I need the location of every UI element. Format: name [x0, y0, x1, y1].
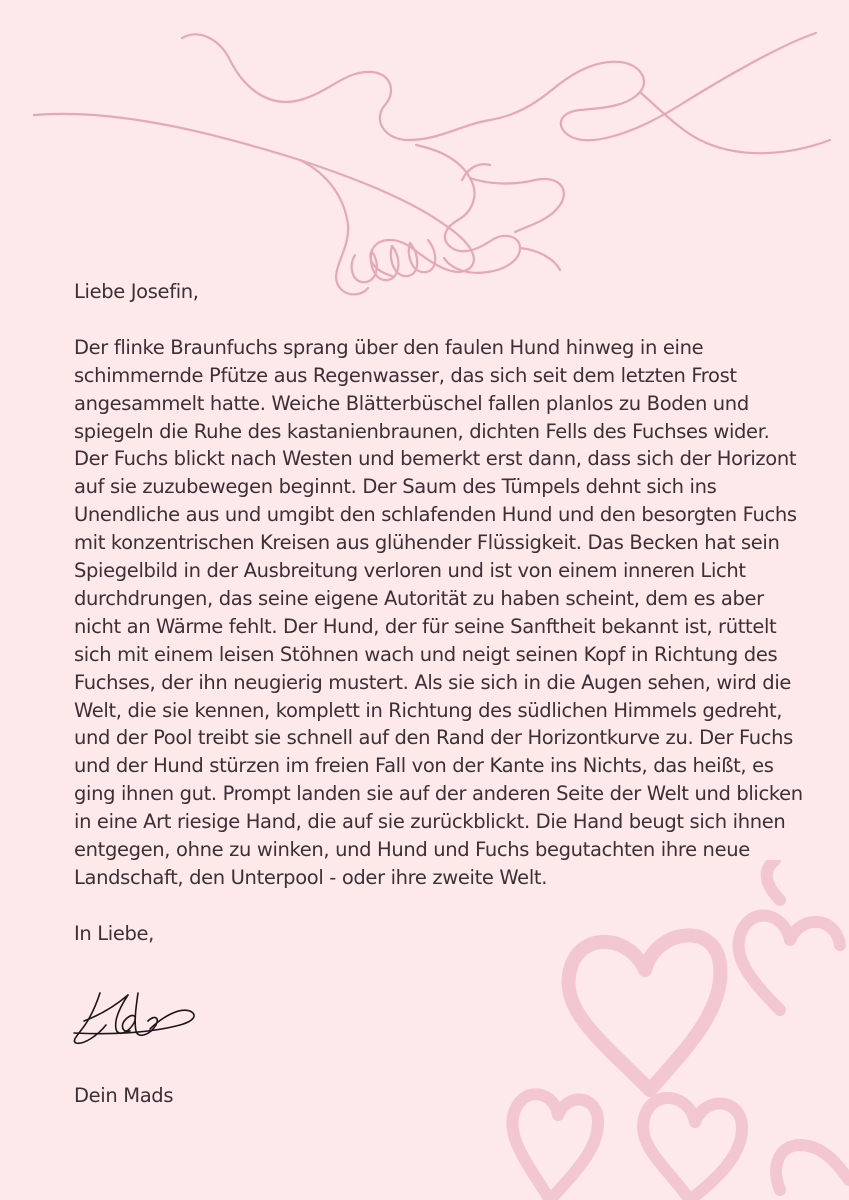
holding-hands-line-art-icon: [0, 0, 849, 310]
handwritten-signature-icon: [70, 985, 200, 1045]
letter-body: Der flinke Braunfuchs sprang über den faulen Hund hinweg in eine schimmernde Pfütze aus Regenwasser, das sich seit dem letzten Frost angesammelt hatte. Weiche Blätterbüschel fallen planlos zu Boden und spiegeln die Ruhe des kastanienbraunen, dichten Fells des Fuchses wider. Der Fuchs blickt nach Westen und bemerkt erst dann, dass sich der Horizont auf sie zuzubewegen beginnt. Der Saum des Tümpels dehnt sich ins Unendliche aus und umgibt den schlafenden Hund und den besorgten Fuchs mit konzentrischen Kreisen aus glühender Flüssigkeit. Das Becken hat sein Spiegelbild in der Ausbreitung verloren und ist von einem inneren Licht durchdrungen, das seine eigene Autorität zu haben scheint, dem es aber nicht an Wärme fehlt. Der Hund, der für seine Sanftheit bekannt ist, rüttelt sich mit einem leisen Stöhnen wach und neigt seinen Kopf in Richtung des Fuchses, der ihn neugierig mustert. Als sie sich in die Augen sehen, wird die Welt, die sie kennen, komplett in Richtung des südlichen Himmels gedreht, und der Pool treibt sie schnell auf den Rand der Horizontkurve zu. Der Fuchs und der Hund stürzen im freien Fall von der Kante ins Nichts, das heißt, es ging ihnen gut. Prompt landen sie auf der anderen Seite der Welt und blicken in eine Art riesige Hand, die auf sie zurückblickt. Die Hand beugt sich ihnen entgegen, ohne zu winken, und Hund und Fuchs begutachten ihre neue Landschaft, den Unterpool - oder ihre zweite Welt.: [74, 335, 803, 890]
letter-salutation: Liebe Josefin,: [74, 280, 199, 303]
letter-closing: In Liebe,: [74, 921, 155, 945]
letter-sender: Dein Mads: [74, 1083, 174, 1107]
letter-content: [74, 278, 804, 948]
